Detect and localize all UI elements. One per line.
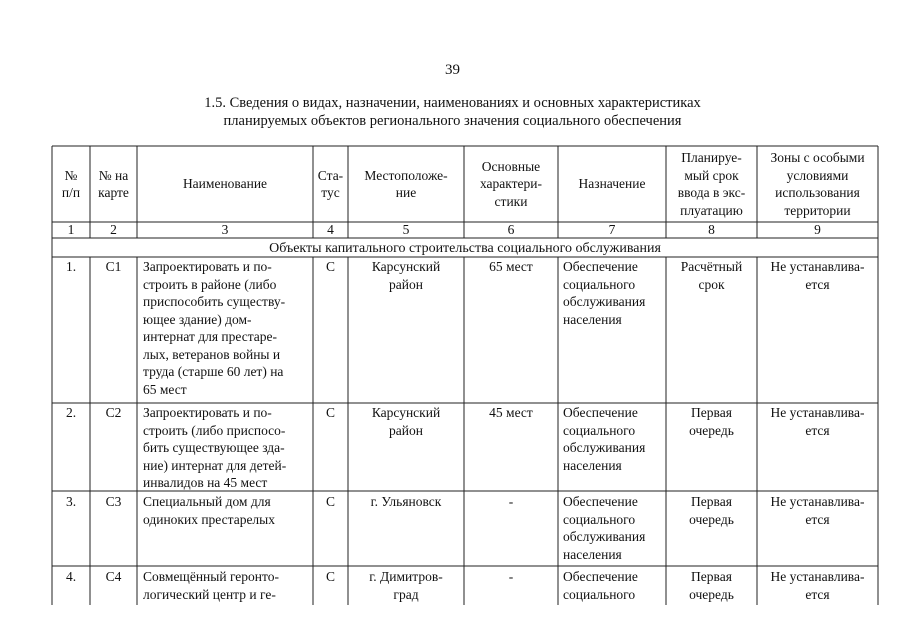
purpose-line: социального bbox=[563, 586, 636, 602]
row-3-number: 3. bbox=[65, 494, 77, 509]
column-number: 6 bbox=[507, 222, 515, 237]
name-line: строить в районе (либо bbox=[143, 276, 277, 292]
row-4-status: С bbox=[325, 569, 335, 584]
name-line: строить (либо приспосо- bbox=[143, 422, 286, 438]
zones-line: Не устанавлива- bbox=[770, 494, 865, 509]
header-col-status bbox=[313, 146, 348, 222]
row-2-status: С bbox=[325, 405, 335, 420]
header-text: характери- bbox=[479, 176, 543, 192]
header-col-map-number bbox=[90, 146, 137, 222]
column-number: 5 bbox=[402, 222, 410, 237]
purpose-line: Обеспечение bbox=[563, 405, 638, 420]
column-number: 7 bbox=[608, 222, 616, 237]
purpose-line: населения bbox=[563, 457, 622, 473]
row-3-name bbox=[143, 493, 308, 528]
row-1-zones bbox=[757, 258, 878, 293]
row-2-map: С2 bbox=[105, 405, 122, 420]
purpose-line: обслуживания bbox=[563, 529, 646, 544]
header-text: № на bbox=[98, 167, 129, 183]
header-text: использования bbox=[775, 185, 860, 200]
section-title: Объекты капитального строительства социального обслуживания bbox=[269, 241, 661, 256]
header-col-name bbox=[137, 146, 313, 222]
purpose-line: населения bbox=[563, 546, 622, 562]
header-text: п/п bbox=[61, 185, 81, 200]
header-text: плуатацию bbox=[680, 202, 743, 218]
row-4-zones bbox=[757, 568, 878, 603]
row-2-zones bbox=[757, 404, 878, 439]
header-text: условиями bbox=[786, 167, 849, 183]
header-col-term bbox=[666, 146, 757, 222]
header-col-purpose bbox=[558, 146, 666, 222]
header-text: Ста- bbox=[317, 167, 344, 183]
zones-line: ется bbox=[805, 422, 830, 438]
name-line: ющее здание) дом- bbox=[143, 311, 252, 327]
term-line: срок bbox=[698, 276, 725, 292]
name-line: интернат для престаре- bbox=[143, 329, 278, 344]
name-line: одиноких престарелых bbox=[143, 511, 275, 527]
row-4-term bbox=[666, 568, 757, 603]
location-line: Карсунский bbox=[371, 259, 441, 274]
row-2-characteristics: 45 мест bbox=[489, 405, 533, 420]
header-text: тус bbox=[321, 185, 340, 200]
name-line: 65 мест bbox=[143, 381, 187, 397]
location-line: Карсунский bbox=[371, 405, 441, 420]
heading-line-1: 1.5. Сведения о видах, назначении, наименованиях и основных характеристиках bbox=[204, 95, 701, 111]
name-line: бить существующее зда- bbox=[143, 440, 285, 455]
term-line: Первая bbox=[691, 569, 732, 584]
row-3-term bbox=[666, 493, 757, 528]
location-line: район bbox=[389, 276, 423, 292]
header-text: ввода в экс- bbox=[677, 185, 746, 200]
row-1-location bbox=[348, 258, 464, 293]
column-number: 8 bbox=[708, 222, 715, 237]
row-2-name bbox=[143, 404, 308, 492]
row-3-purpose bbox=[563, 493, 663, 563]
location-line: г. Димитров- bbox=[369, 569, 443, 584]
zones-line: Не устанавлива- bbox=[770, 405, 865, 420]
row-2-purpose bbox=[563, 404, 663, 474]
name-line: ние) интернат для детей- bbox=[143, 457, 287, 473]
header-text: № bbox=[64, 167, 78, 183]
name-line: Запроектировать и по- bbox=[143, 259, 272, 274]
term-line: очередь bbox=[689, 586, 734, 602]
row-3-status: С bbox=[325, 494, 335, 509]
row-1-map: С1 bbox=[105, 259, 122, 274]
name-line: Запроектировать и по- bbox=[143, 405, 272, 420]
row-4-map: С4 bbox=[105, 569, 122, 584]
name-line: лых, ветеранов войны и bbox=[143, 346, 281, 362]
header-text: карте bbox=[98, 185, 129, 200]
row-2-term bbox=[666, 404, 757, 439]
column-number: 1 bbox=[67, 222, 75, 237]
name-line: Совмещённый геронто- bbox=[143, 569, 279, 584]
row-4-location bbox=[348, 568, 464, 603]
header-text: Основные bbox=[481, 158, 541, 174]
page-number: 39 bbox=[445, 62, 460, 78]
row-2-location bbox=[348, 404, 464, 439]
term-line: Первая bbox=[691, 405, 732, 420]
row-1-status: С bbox=[325, 259, 335, 274]
name-line: логический центр и ге- bbox=[143, 586, 276, 602]
term-line: Расчётный bbox=[680, 259, 743, 274]
zones-line: Не устанавлива- bbox=[770, 259, 865, 274]
row-2-number: 2. bbox=[65, 405, 77, 420]
zones-line: ется bbox=[805, 586, 830, 602]
row-3-map: С3 bbox=[105, 494, 122, 509]
row-4-purpose bbox=[563, 568, 663, 603]
purpose-line: населения bbox=[563, 311, 622, 327]
purpose-line: обслуживания bbox=[563, 294, 646, 309]
header-col-number bbox=[52, 146, 90, 222]
header-text: Местоположе- bbox=[364, 167, 448, 183]
name-line: инвалидов на 45 мест bbox=[143, 475, 268, 490]
term-line: очередь bbox=[689, 422, 734, 438]
row-1-term bbox=[666, 258, 757, 293]
row-3-characteristics: - bbox=[508, 494, 514, 509]
header-text: Зоны с особыми bbox=[770, 150, 865, 165]
location-line: район bbox=[389, 422, 423, 438]
heading-line-2: планируемых объектов регионального значения социального обеспечения bbox=[223, 113, 682, 129]
header-col-zones bbox=[757, 146, 878, 222]
row-1-name bbox=[143, 258, 308, 398]
row-4-number: 4. bbox=[65, 569, 77, 584]
row-1-characteristics: 65 мест bbox=[489, 259, 533, 274]
term-line: очередь bbox=[689, 511, 734, 527]
column-number: 9 bbox=[814, 222, 821, 237]
zones-line: ется bbox=[805, 276, 830, 292]
row-3-location bbox=[348, 493, 464, 511]
column-number: 2 bbox=[110, 222, 117, 237]
row-1-number: 1. bbox=[65, 259, 77, 274]
purpose-line: социального bbox=[563, 511, 636, 527]
location-line: г. Ульяновск bbox=[370, 494, 442, 509]
header-text: Планируе- bbox=[681, 150, 742, 165]
zones-line: ется bbox=[805, 511, 830, 527]
purpose-line: Обеспечение bbox=[563, 569, 638, 584]
term-line: Первая bbox=[691, 494, 732, 509]
name-line: приспособить существу- bbox=[143, 294, 286, 309]
header-text: стики bbox=[494, 193, 528, 209]
name-line: Специальный дом для bbox=[143, 494, 271, 509]
row-4-name bbox=[143, 568, 308, 603]
purpose-line: Обеспечение bbox=[563, 259, 638, 274]
header-text: Назначение bbox=[578, 176, 646, 192]
name-line: труда (старше 60 лет) на bbox=[143, 364, 284, 379]
header-text: Наименование bbox=[182, 176, 268, 192]
column-number: 4 bbox=[327, 222, 334, 237]
column-number: 3 bbox=[221, 222, 229, 237]
purpose-line: обслуживания bbox=[563, 440, 646, 455]
row-1-purpose bbox=[563, 258, 663, 328]
row-3-zones bbox=[757, 493, 878, 528]
purpose-line: социального bbox=[563, 422, 636, 438]
header-text: ние bbox=[395, 185, 417, 200]
location-line: град bbox=[393, 586, 419, 602]
purpose-line: Обеспечение bbox=[563, 494, 638, 509]
row-4-characteristics: - bbox=[508, 569, 514, 584]
zones-line: Не устанавлива- bbox=[770, 569, 865, 584]
header-col-characteristics bbox=[464, 146, 558, 222]
header-text: территории bbox=[784, 202, 851, 218]
header-col-location bbox=[348, 146, 464, 222]
purpose-line: социального bbox=[563, 276, 636, 292]
header-text: мый срок bbox=[684, 167, 739, 183]
